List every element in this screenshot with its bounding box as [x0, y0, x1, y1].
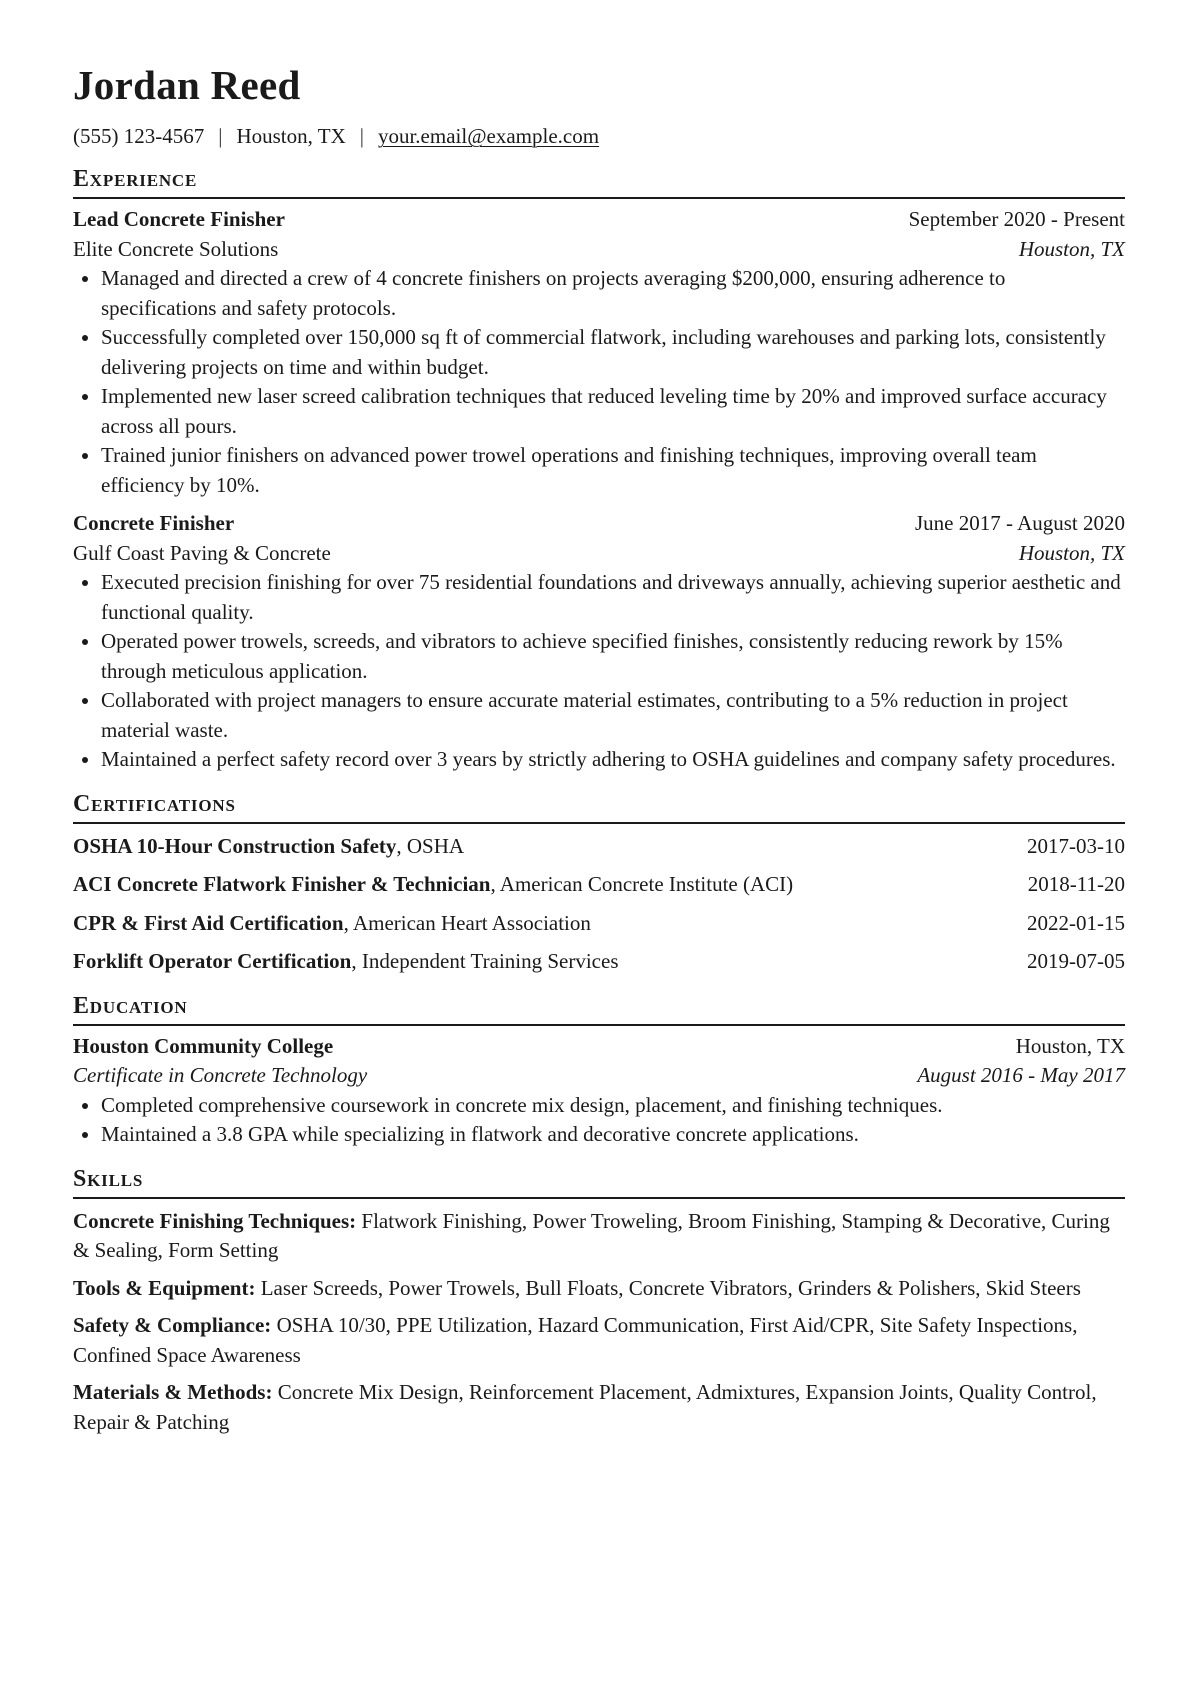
section-title-certifications: Certifications: [73, 789, 1125, 824]
certification-name: CPR & First Aid Certification: [73, 910, 344, 935]
section-title-education: Education: [73, 991, 1125, 1026]
certification-issuer: , American Heart Association: [343, 910, 591, 935]
experience-entry: [73, 509, 1125, 775]
skill-group-items: Flatwork Finishing, Power Troweling, Broom Finishing, Stamping & Decorative, Curing & Sealing, Form Setting: [73, 1208, 1110, 1262]
skill-group-label: Concrete Finishing Techniques:: [73, 1208, 357, 1233]
bullet-item: Maintained a 3.8 GPA while specializing in flatwork and decorative concrete applications.: [73, 1120, 1125, 1150]
skill-group: [73, 1378, 1125, 1437]
school-name: Houston Community College: [73, 1033, 334, 1058]
skill-group-items: Laser Screeds, Power Trowels, Bull Floats, Concrete Vibrators, Grinders & Polishers, Skid Steers: [260, 1275, 1081, 1300]
company-name: Gulf Coast Paving & Concrete: [73, 540, 331, 565]
contact-separator: |: [359, 124, 364, 148]
education-bullets: [73, 1091, 1125, 1150]
job-location: Houston, TX: [1018, 540, 1125, 565]
skill-group: [73, 1311, 1125, 1370]
certification-date: 2018-11-20: [1027, 872, 1125, 896]
resume-header: [73, 60, 1125, 150]
certification-name: OSHA 10-Hour Construction Safety: [73, 833, 397, 858]
education-entry: [73, 1032, 1125, 1150]
section-title-skills: Skills: [73, 1164, 1125, 1199]
bullet-item: Executed precision finishing for over 75 residential foundations and driveways annually, achieving superior aesthetic and functional quality.: [73, 568, 1125, 627]
education-dates: August 2016 - May 2017: [917, 1063, 1125, 1087]
bullet-item: Operated power trowels, screeds, and vibrators to achieve specified finishes, consistently reducing rework by 15% through meticulous application.: [73, 627, 1125, 686]
email-link[interactable]: your.email@example.com: [377, 124, 600, 148]
skill-group-items: OSHA 10/30, PPE Utilization, Hazard Communication, First Aid/CPR, Site Safety Inspections, Confined Space Awareness: [73, 1313, 1078, 1367]
certification-date: 2022-01-15: [1027, 910, 1125, 935]
skill-group-label: Materials & Methods:: [73, 1380, 273, 1404]
certifications-section: [73, 789, 1125, 977]
education-section: [73, 991, 1125, 1150]
job-title: Lead Concrete Finisher: [73, 207, 285, 231]
degree-name: Certificate in Concrete Technology: [73, 1063, 368, 1087]
certification-name: Forklift Operator Certification: [73, 949, 352, 973]
certification-issuer: , Independent Training Services: [351, 949, 619, 973]
contact-separator: |: [218, 124, 223, 148]
job-location: Houston, TX: [1018, 236, 1125, 261]
skill-group-label: Safety & Compliance:: [73, 1313, 272, 1337]
experience-section: [73, 164, 1125, 775]
job-bullets: [73, 264, 1125, 500]
company-name: Elite Concrete Solutions: [73, 236, 279, 261]
certification-item: [73, 909, 1125, 939]
certification-item: [73, 947, 1125, 977]
candidate-name: Jordan Reed: [73, 62, 301, 108]
job-title: Concrete Finisher: [73, 511, 235, 535]
phone-number: (555) 123-4567: [73, 124, 205, 148]
certification-name: ACI Concrete Flatwork Finisher & Technician: [73, 872, 491, 896]
certification-date: 2019-07-05: [1027, 949, 1125, 973]
certification-issuer: , OSHA: [396, 833, 465, 858]
bullet-item: Trained junior finishers on advanced power trowel operations and finishing techniques, improving overall team efficiency by 10%.: [73, 441, 1125, 500]
certification-list: [73, 832, 1125, 977]
job-dates: September 2020 - Present: [908, 207, 1125, 231]
job-dates: June 2017 - August 2020: [915, 511, 1125, 535]
skill-group: [73, 1207, 1125, 1266]
section-title-experience: Experience: [73, 164, 1125, 199]
resume-page: [73, 60, 1125, 1437]
certification-date: 2017-03-10: [1027, 833, 1125, 858]
bullet-item: Collaborated with project managers to ensure accurate material estimates, contributing to a 5% reduction in project material waste.: [73, 686, 1125, 745]
bullet-item: Completed comprehensive coursework in concrete mix design, placement, and finishing techniques.: [73, 1091, 1125, 1121]
skill-group-items: Concrete Mix Design, Reinforcement Placement, Admixtures, Expansion Joints, Quality Control, Repair & Patching: [73, 1380, 1097, 1434]
bullet-item: Managed and directed a crew of 4 concrete finishers on projects averaging $200,000, ensuring adherence to specifications and safety protocols.: [73, 264, 1125, 323]
bullet-item: Implemented new laser screed calibration techniques that reduced leveling time by 20% and improved surface accuracy across all pours.: [73, 382, 1125, 441]
school-location: Houston, TX: [1015, 1033, 1125, 1058]
location: Houston, TX: [236, 124, 346, 148]
skills-section: [73, 1164, 1125, 1438]
skill-group-label: Tools & Equipment:: [73, 1275, 256, 1300]
bullet-item: Successfully completed over 150,000 sq ft of commercial flatwork, including warehouses and parking lots, consistently delivering projects on time and within budget.: [73, 323, 1125, 382]
bullet-item: Maintained a perfect safety record over 3 years by strictly adhering to OSHA guidelines and company safety procedures.: [73, 745, 1125, 775]
certification-item: [73, 832, 1125, 862]
certification-item: [73, 870, 1125, 900]
certification-issuer: , American Concrete Institute (ACI): [490, 872, 794, 896]
job-bullets: [73, 568, 1125, 775]
experience-entry: [73, 205, 1125, 500]
skill-group: [73, 1274, 1125, 1304]
contact-line: [73, 122, 1125, 150]
